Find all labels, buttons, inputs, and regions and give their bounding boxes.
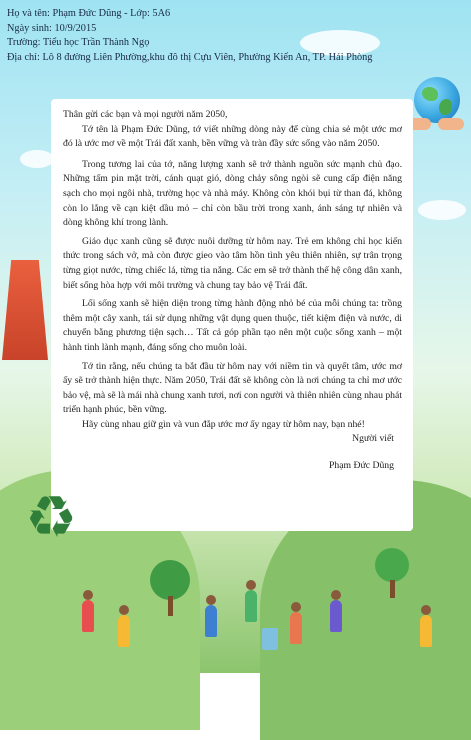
address-line: Địa chỉ: Lô 8 đường Liên Phường,khu đô thị Cựu Viên, Phường Kiến An, TP. Hải Phòng (7, 51, 373, 63)
letter-greeting: Thân gửi các bạn và mọi người năm 2050, (63, 109, 228, 120)
letter-closing: Hãy cùng nhau giữ gìn và vun đắp ước mơ ấy ngay từ hôm nay, bạn nhé! (82, 418, 365, 430)
child-figure (205, 605, 217, 637)
letter-paragraph: Lối sống xanh sẽ hiện diện trong từng hành động nhỏ bé của mỗi chúng ta: trồng thêm một cây xanh, tái sử dụng những vật dụng quen thuộc, tiết kiệm điện và nước, di chuyển bằng phương tiện sạch… Tất cả góp phần tạo nên một cuộc sống xanh – một hành tinh lành mạnh, đáng sống cho muôn loài. (63, 298, 402, 353)
cloud (20, 150, 54, 168)
child-figure (290, 612, 302, 644)
cloud (418, 200, 466, 220)
child-figure (82, 600, 94, 632)
globe-land (439, 99, 452, 115)
letter-paragraph: Tớ tin rằng, nếu chúng ta bắt đầu từ hôm nay với niềm tin và quyết tâm, ước mơ ấy sẽ trở thành hiện thực. Năm 2050, Trái đất sẽ không còn là nơi chúng ta chỉ mơ ước bảo vệ, mà sẽ là mái nhà chung xanh tươi, nơi con người và thiên nhiên cùng nhau phát triển hạnh phúc, bền vững. (63, 360, 403, 416)
tree-icon (150, 560, 190, 600)
name-line: Họ và tên: Phạm Đức Dũng - Lớp: 5A6 (7, 8, 171, 19)
dob-line: Ngày sinh: 10/9/2015 (7, 22, 97, 34)
globe-land (422, 87, 438, 101)
letter-panel (51, 99, 413, 531)
tree-trunk (390, 580, 395, 598)
letter-paragraph: Giáo dục xanh cũng sẽ được nuôi dưỡng từ hôm nay. Trẻ em không chỉ học kiến thức trong sách vở, mà còn được gieo vào tâm hồn tình yêu thiên nhiên, sự trân trọng từng giọt nước, từng chiếc lá, từng tia nắng. Các em sẽ trở thành thế hệ công dân xanh, biết sống hòa hợp với môi trường và chung tay bảo vệ Trái đất. (63, 235, 402, 291)
school-line: Trường: Tiểu học Trần Thành Ngọ (7, 37, 150, 49)
hand-icon (438, 118, 464, 130)
globe-in-hands-icon (414, 77, 460, 123)
child-figure (245, 590, 257, 622)
child-figure (118, 615, 130, 647)
letter-signoff: Người viết (352, 433, 394, 445)
tree-icon (375, 548, 409, 582)
student-info (7, 7, 465, 65)
letter-paragraph: Tớ tên là Phạm Đức Dũng, tớ viết những dòng này để cùng chia sẻ một ước mơ đó là ước mơ về một Trái đất xanh, bền vững và tràn đầy sức sống vào năm 2050. (63, 123, 402, 150)
recycle-icon: ♻ (25, 483, 77, 551)
child-figure (420, 615, 432, 647)
letter-paragraph: Trong tương lai của tớ, năng lượng xanh sẽ trở thành nguồn sức mạnh chủ đạo. Những tấm pin mặt trời, cánh quạt gió, dòng chảy sông ngòi sẽ cung cấp điện năng sạch cho mọi ngôi nhà, trường học và nhà máy. Không còn khói bụi từ than đá, không còn lo lắng về cạn kiệt dầu mỏ – chỉ còn bầu trời trong xanh, ánh sáng tự nhiên và dòng không khí trong lành. (63, 158, 402, 229)
tree-trunk (168, 596, 173, 616)
letter-signature: Phạm Đức Dũng (329, 460, 394, 472)
child-figure (330, 600, 342, 632)
trash-bin-icon (262, 628, 278, 650)
